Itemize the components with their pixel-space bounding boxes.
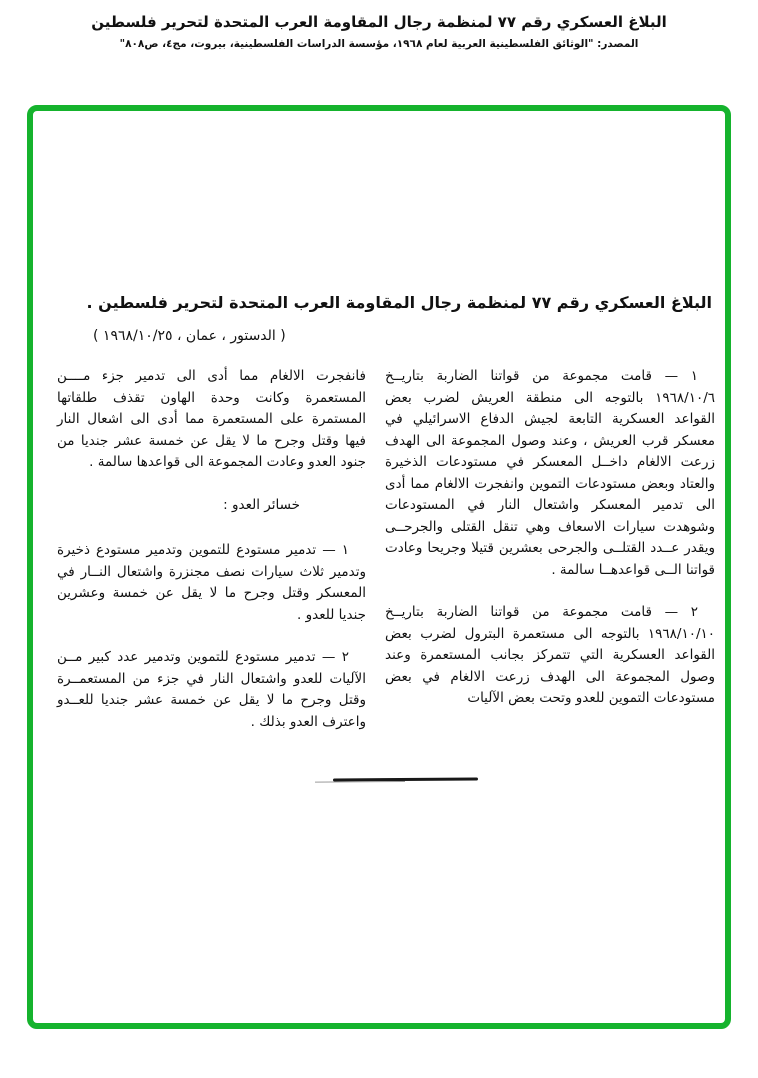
enemy-losses-heading: خسائر العدو : bbox=[223, 496, 300, 513]
paragraph-operation-2-continuation: فانفجرت الالغام مما أدى الى تدمير جزء مــــن المستعمرة وكانت وحدة الهاون تقذف طلقاتها المستمرة على المستعمرة مما أدى الى اشعال النار فيها وقتل وجرح ما لا يقل عن خمسة عشر جنديا من جنود العدو وعادت المجموعة الى قواعدها سالمة . bbox=[57, 368, 366, 470]
loss-item-2: ٢ — تدمير مستودع للتموين وتدمير عدد كبير مــن الآليات للعدو واشتعال النار في جزء من المستعمــرة وقتل وجرح ما لا يقل عن خمسة عشر جنديا للعــدو واعترف العدو بذلك . bbox=[57, 649, 366, 730]
page-header bbox=[0, 13, 758, 50]
dateline: ( الدستور ، عمان ، ١٩٦٨/١٠/٢٥ ) bbox=[93, 328, 286, 344]
loss-item-1: ١ — تدمير مستودع للتموين وتدمير مستودع ذخيرة وتدمير ثلاث سيارات نصف مجنزرة واشتعال النــار في المعسكر وقتل وجرح ما لا يقل عن خمسة وعشرين جنديا للعدو . bbox=[57, 542, 366, 623]
paragraph-operation-2: ٢ — قامت مجموعة من قواتنا الضاربة بتاريــخ ١٩٦٨/١٠/١٠ بالتوجه الى مستعمرة البترول لضرب بعض القواعد العسكرية التي تتمركز بجانب المستعمرة وعند وصول المجموعة الى الهدف زرعت الالغام في بعض مستودعات التموين للعدو وتحت بعض الآليات bbox=[385, 604, 715, 706]
communique-title: البلاغ العسكري رقم ٧٧ لمنظمة رجال المقاومة العرب المتحدة لتحرير فلسطين . bbox=[86, 293, 712, 312]
text-column-right bbox=[385, 366, 715, 710]
paragraph-operation-1: ١ — قامت مجموعة من قواتنا الضاربة بتاريــخ ١٩٦٨/١٠/٦ بالتوجه الى منطقة العريش لضرب بعض القواعد العسكرية التابعة لجيش الدفاع الاسرائيلي في معسكر قرب العريش ، وعند وصول المجموعة الى الهدف زرعت الالغام داخــل المعسكر في مستودعات الذخيرة والعتاد وبعض مستودعات التموين وانفجرت الالغام مما أدى الى تدمير المعسكر واشتعال النار في المستودعات وشوهدت سيارات الاسعاف وهي تنقل القتلى والجرحــى ويقدر عــدد القتلــى والجرحى بعشرين قتيلا وجريحا وعادت قواتنا الــى قواعدهــا سالمة . bbox=[385, 368, 715, 578]
header-communique-title: البلاغ العسكري رقم ٧٧ لمنظمة رجال المقاومة العرب المتحدة لتحرير فلسطين bbox=[91, 13, 667, 31]
body-columns bbox=[57, 366, 715, 733]
document-border-frame bbox=[27, 105, 731, 1029]
text-column-left bbox=[57, 366, 366, 733]
header-source-citation: المصدر: "الوثائق الفلسطينية العربية لعام ١٩٦٨، مؤسسة الدراسات الفلسطينية، بيروت، مج٤، ص٨٠٨" bbox=[119, 38, 639, 50]
